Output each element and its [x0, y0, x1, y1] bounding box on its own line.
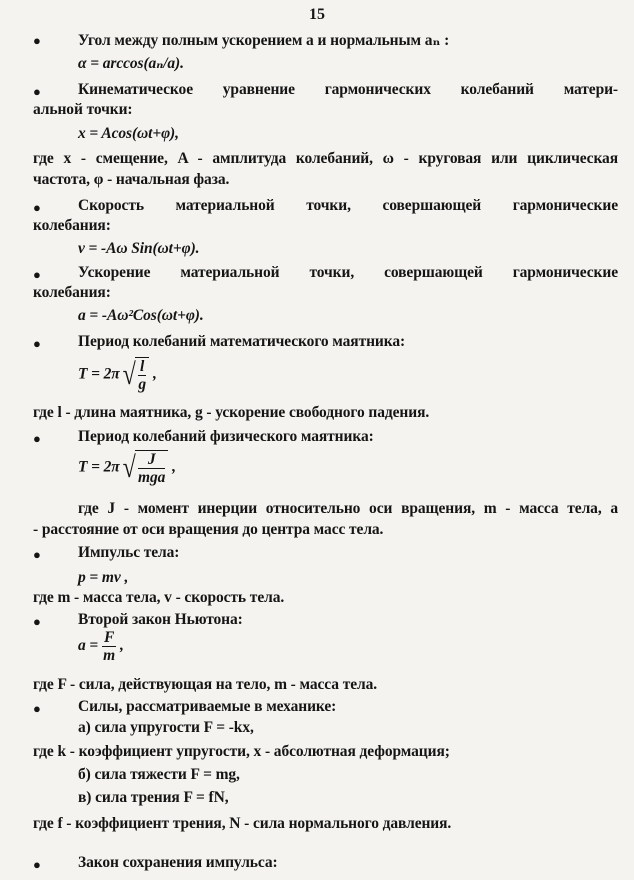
momentum-conservation-heading: Закон сохранения импульса: [78, 854, 278, 871]
friction-force: в) сила трения F = fN, [78, 789, 229, 806]
acceleration-heading-line2: колебания: [33, 284, 111, 301]
bullet: ● [33, 857, 41, 872]
kinematic-desc-line2: частота, φ - начальная фаза. [33, 171, 230, 188]
formula-tail: , [116, 637, 124, 655]
formula-left: T = 2π [78, 365, 120, 383]
bullet: ● [33, 701, 41, 716]
newton-heading: Второй закон Ньютона: [78, 611, 243, 628]
kinematic-heading-line1: Кинематическое уравнение гармонических колебаний матери- [78, 81, 618, 98]
bullet: ● [33, 614, 41, 629]
phys-pendulum-desc-line2: - расстояние от оси вращения до центра масс тела. [33, 521, 384, 538]
acceleration-formula: a = -Aω²Cos(ωt+φ). [78, 307, 204, 324]
angle-formula: α = arccos(aₙ/a). [78, 55, 184, 72]
acceleration-heading-line1: Ускорение материальной точки, совершающей гармонические [78, 264, 618, 281]
fraction-denominator: g [138, 376, 146, 393]
bullet: ● [33, 84, 41, 99]
bullet: ● [33, 336, 41, 351]
fraction-denominator: m [103, 647, 116, 664]
momentum-formula: p = mv , [78, 569, 129, 586]
bullet: ● [33, 431, 41, 446]
newton-desc: где F - сила, действующая на тело, m - масса тела. [33, 676, 378, 693]
kinematic-heading-line2: альной точки: [33, 101, 133, 118]
phys-pendulum-formula [78, 450, 176, 486]
math-pendulum-heading: Период колебаний математического маятника: [78, 333, 406, 350]
momentum-heading: Импульс тела: [78, 544, 180, 561]
velocity-heading-line2: колебания: [33, 217, 111, 234]
bullet: ● [33, 547, 41, 562]
gravity-force: б) сила тяжести F = mg, [78, 766, 240, 783]
formula-tail: , [149, 365, 157, 383]
fraction-numerator: F [103, 629, 115, 646]
fraction [102, 629, 116, 664]
angle-heading: Угол между полным ускорением a и нормальным aₙ : [78, 32, 450, 49]
fraction [138, 358, 146, 393]
sqrt-body [135, 450, 168, 486]
forces-heading: Силы, рассматриваемые в механике: [78, 698, 337, 715]
elastic-force: а) сила упругости F = -kx, [78, 719, 254, 736]
friction-force-desc: где f - коэффициент трения, N - сила нормального давления. [33, 815, 452, 832]
sqrt-sign: √ [122, 358, 136, 391]
fraction-numerator: J [138, 451, 165, 469]
math-pendulum-formula [78, 357, 157, 393]
sqrt-body [135, 357, 149, 393]
fraction-denominator: mga [138, 469, 166, 486]
formula-left: T = 2π [78, 458, 120, 476]
newton-formula [78, 629, 124, 664]
velocity-formula: v = -Aω Sin(ωt+φ). [78, 240, 200, 257]
momentum-desc: где m - масса тела, v - скорость тела. [33, 589, 285, 606]
kinematic-desc-line1: где x - смещение, A - амплитуда колебаний, ω - круговая или циклическая [33, 150, 618, 167]
velocity-heading-line1: Скорость материальной точки, совершающей гармонические [78, 197, 618, 214]
bullet: ● [33, 200, 41, 215]
fraction [138, 451, 165, 486]
bullet: ● [33, 33, 41, 48]
phys-pendulum-desc-line1: где J - момент инерции относительно оси вращения, m - масса тела, a [78, 500, 618, 517]
formula-left: a = [78, 637, 99, 655]
bullet: ● [33, 267, 41, 282]
phys-pendulum-heading: Период колебаний физического маятника: [78, 428, 374, 445]
math-pendulum-desc: где l - длина маятника, g - ускорение свободного падения. [33, 404, 430, 421]
fraction-numerator: l [140, 358, 145, 375]
page-number: 15 [309, 6, 325, 23]
elastic-force-desc: где k - коэффициент упругости, x - абсолютная деформация; [33, 743, 450, 760]
formula-tail: , [168, 458, 176, 476]
kinematic-formula: x = Acos(ωt+φ), [78, 125, 179, 142]
sqrt-sign: √ [122, 451, 136, 484]
